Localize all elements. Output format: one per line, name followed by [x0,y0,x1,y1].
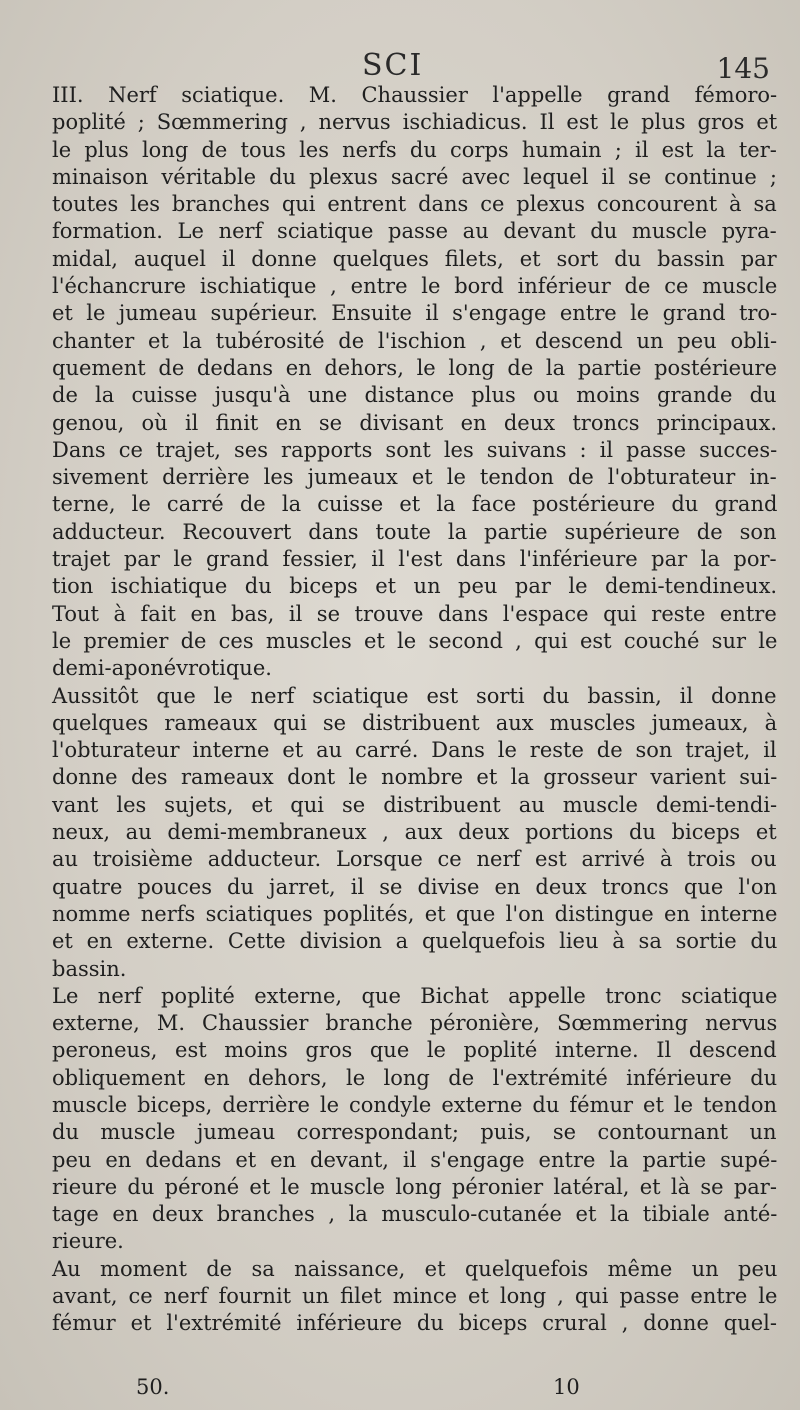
text-line: rieure du péroné et le muscle long péronier latéral, et là se par- [52,1174,777,1199]
text-line: rieure. [52,1229,124,1254]
text-line: au troisième adducteur. Lorsque ce nerf est arrivé à trois ou [52,847,777,872]
text-line: le premier de ces muscles et le second , qui est couché sur le [52,628,778,653]
body-text [52,82,777,1338]
text-line: Le nerf poplité externe, que Bichat appelle tronc sciatique [52,983,778,1008]
text-line: et en externe. Cette division a quelquefois lieu à sa sortie du [52,929,778,954]
text-line: Au moment de sa naissance, et quelquefois même un peu [52,1256,778,1281]
text-line: trajet par le grand fessier, il l'est dans l'inférieure par la por- [52,547,777,572]
text-line: l'échancrure ischiatique , entre le bord inférieur de ce muscle [52,274,778,299]
text-line: quatre pouces du jarret, il se divise en deux troncs que l'on [52,874,778,899]
text-line: demi-aponévrotique. [52,656,272,681]
text-line: Dans ce trajet, ses rapports sont les suivans : il passe succes- [52,437,778,462]
text-line: adducteur. Recouvert dans toute la partie supérieure de son [52,519,777,544]
text-line: toutes les branches qui entrent dans ce plexus concourent à sa [52,192,777,217]
text-line: genou, où il finit en se divisant en deux troncs principaux. [52,410,778,435]
text-line: midal, auquel il donne quelques filets, et sort du bassin par [52,246,777,271]
text-line: l'obturateur interne et au carré. Dans le reste de son trajet, il [52,738,777,763]
text-line: externe, M. Chaussier branche péronière, Sœmmering nervus [52,1011,778,1036]
text-line: nomme nerfs sciatiques poplités, et que l'on distingue en interne [52,901,778,926]
text-line: le plus long de tous les nerfs du corps humain ; il est la ter- [52,137,777,162]
text-line: tion ischiatique du biceps et un peu par le demi-tendineux. [52,574,778,599]
page-number: 145 [716,52,770,85]
printer-signature [0,1375,800,1405]
text-line: Aussitôt que le nerf sciatique est sorti du bassin, il donne [52,683,777,708]
text-line: de la cuisse jusqu'à une distance plus ou moins grande du [52,383,777,408]
text-line: peroneus, est moins gros que le poplité interne. Il descend [52,1038,777,1063]
text-line: Tout à fait en bas, il se trouve dans l'espace qui reste entre [52,601,777,626]
running-head-title: SCI [362,48,424,83]
gathering-mark: 10 [553,1375,580,1399]
text-line: III. Nerf sciatique. M. Chaussier l'appelle grand fémoro- [52,83,778,107]
text-line: donne des rameaux dont le nombre et la grosseur varient sui- [52,765,778,790]
text-line: du muscle jumeau correspondant; puis, se contournant un [52,1120,777,1145]
text-line: tage en deux branches , la musculo-cutanée et la tibiale anté- [52,1202,778,1227]
text-line: muscle biceps, derrière le condyle externe du fémur et le tendon [52,1092,777,1117]
text-line: fémur et l'extrémité inférieure du biceps crural , donne quel- [52,1311,777,1336]
text-line: neux, au demi-membraneux , aux deux portions du biceps et [52,820,777,845]
text-line: quelques rameaux qui se distribuent aux muscles jumeaux, à [52,710,778,735]
text-line: terne, le carré de la cuisse et la face postérieure du grand [52,492,778,517]
text-line: avant, ce nerf fournit un filet mince et long , qui passe entre le [52,1284,778,1309]
text-line: obliquement en dehors, le long de l'extrémité inférieure du [52,1065,778,1090]
text-line: chanter et la tubérosité de l'ischion , et descend un peu obli- [52,328,778,353]
text-line: bassin. [52,956,127,981]
text-line: minaison véritable du plexus sacré avec lequel il se continue ; [52,164,778,189]
text-line: vant les sujets, et qui se distribuent au muscle demi-tendi- [52,792,778,817]
text-line: formation. Le nerf sciatique passe au devant du muscle pyra- [52,219,777,244]
text-line: sivement derrière les jumeaux et le tendon de l'obturateur in- [52,465,777,490]
text-line: poplité ; Sœmmering , nervus ischiadicus. Il est le plus gros et [52,110,778,135]
text-line: peu en dedans et en devant, il s'engage entre la partie supé- [52,1147,778,1172]
text-line: quement de dedans en dehors, le long de la partie postérieure [52,355,778,380]
volume-number: 50. [136,1375,170,1399]
text-line: et le jumeau supérieur. Ensuite il s'engage entre le grand tro- [52,301,778,326]
